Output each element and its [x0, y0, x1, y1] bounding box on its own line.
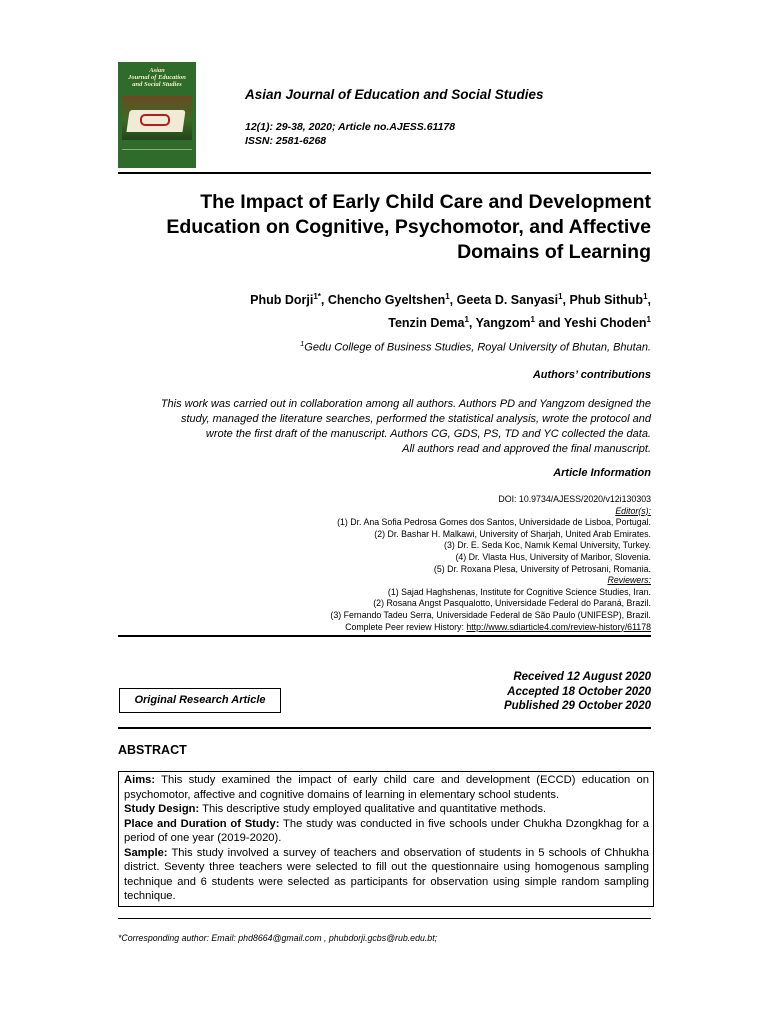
abstract-design: Study Design: This descriptive study employed qualitative and quantitative methods.: [124, 803, 547, 815]
footnote-separator: [118, 918, 651, 919]
author-name: Phub Dorji: [250, 293, 314, 308]
editor-entry: (5) Dr. Roxana Plesa, University of Petrosani, Romania.: [433, 563, 651, 574]
author-name: , Phub Sithub: [562, 293, 644, 308]
affiliation: $^1$Gedu College of Business Studies, Royal University of Bhutan, Bhutan.: [300, 339, 651, 354]
dates-divider: [118, 727, 651, 729]
contributions-heading: Authors’ contributions: [532, 369, 651, 381]
reviewer-entry: (3) Fernando Tadeu Serra, Universidade Federal de São Paulo (UNIFESP), Brazil.: [330, 609, 651, 620]
corresponding-author: *Corresponding author: Email: phd8664@gmail.com , phubdorji.gcbs@rub.edu.bt;: [118, 933, 438, 943]
cover-glasses-graphic: [140, 114, 170, 126]
accepted-date: Accepted 18 October 2020: [507, 685, 651, 698]
abstract-box: [118, 771, 654, 907]
author-name: , Geeta D. Sanyasi: [449, 293, 559, 308]
volume-info: 12(1): 29-38, 2020; Article no.AJESS.61178: [245, 121, 456, 133]
review-history: Complete Peer review History: http://www.sdiarticle4.com/review-history/61178: [345, 621, 651, 632]
doi: DOI: 10.9734/AJESS/2020/v12i130303: [498, 494, 651, 504]
editors-label: Editor(s):: [615, 505, 651, 516]
review-history-link[interactable]: http://www.sdiarticle4.com/review-history/61178: [466, 621, 651, 632]
contributions-text: This work was carried out in collaboration among all authors. Authors PD and Yangzom designed the study, managed the literature searches, performed the statistical analysis, wrote the protocol and wrote the first draft of the manuscript. Authors CG, GDS, PS, TD and YC collected the data. All authors read and approved the final manuscript.: [160, 398, 651, 455]
article-info-heading: Article Information: [553, 467, 651, 479]
paper-title: The Impact of Early Child Care and Development Education on Cognitive, Psychomotor, and Affective Domains of Learning: [166, 191, 651, 263]
article-info: [51, 494, 651, 633]
editor-entry: (3) Dr. E. Seda Koc, Namık Kemal University, Turkey.: [444, 540, 651, 551]
editor-entry: (1) Dr. Ana Sofia Pedrosa Gomes dos Santos, Universidade de Lisboa, Portugal.: [337, 517, 651, 528]
reviewer-entry: (1) Sajad Haghshenas, Institute for Cognitive Science Studies, Iran.: [387, 586, 651, 597]
author-name: , Chencho Gyeltshen: [320, 293, 446, 308]
editor-entry: (2) Dr. Bashar H. Malkawi, University of Sharjah, United Arab Emirates.: [374, 528, 651, 539]
publication-dates: [351, 670, 651, 714]
reviewers-label: Reviewers:: [607, 575, 651, 586]
author-name: , Yangzom: [468, 316, 531, 331]
article-type-badge: Original Research Article: [119, 688, 281, 713]
abstract-aims: Aims: This study examined the impact of early child care and development (ECCD) education on psychomotor, affective and cognitive domains of learning in elementary school students.: [124, 774, 649, 801]
journal-name: Asian Journal of Education and Social Studies: [245, 87, 544, 102]
abstract-place: Place and Duration of Study: The study was conducted in five schools under Chukha Dzongkhag for a period of one year (2019-2020).: [124, 817, 649, 844]
info-divider: [118, 635, 651, 637]
issn: ISSN: 2581-6268: [245, 135, 327, 147]
cover-title: Asian Journal of Education and Social Studies: [128, 67, 186, 88]
header-divider: [118, 172, 651, 174]
author-list: Phub Dorji$^{1*}$, Chencho Gyeltshen$^1$, Geeta D. Sanyasi$^1$, Phub Sithub$^1$, Tenzin Dema$^1$, Yangzom$^1$ and Yeshi Choden$^1$: [250, 292, 651, 331]
reviewer-entry: (2) Rosana Angst Pasqualotto, Universidade Federal do Paraná, Brazil.: [373, 598, 651, 609]
author-name: Tenzin Dema: [388, 316, 465, 331]
cover-footer: [122, 149, 192, 160]
editor-entry: (4) Dr. Vlasta Hus, University of Maribor, Slovenia.: [455, 551, 651, 562]
received-date: Received 12 August 2020: [513, 671, 651, 683]
journal-cover-image: [118, 62, 196, 168]
author-name: and Yeshi Choden: [534, 316, 647, 331]
abstract-heading: ABSTRACT: [118, 743, 187, 757]
abstract-sample: Sample: This study involved a survey of teachers and observation of students in 5 schools of Chhukha district. Seventy three teachers were selected to fill out the questionnaire using homogenous sampling technique and 6 students were selected as participants for observation using simple random sampling technique.: [124, 846, 649, 902]
published-date: Published 29 October 2020: [503, 700, 651, 712]
